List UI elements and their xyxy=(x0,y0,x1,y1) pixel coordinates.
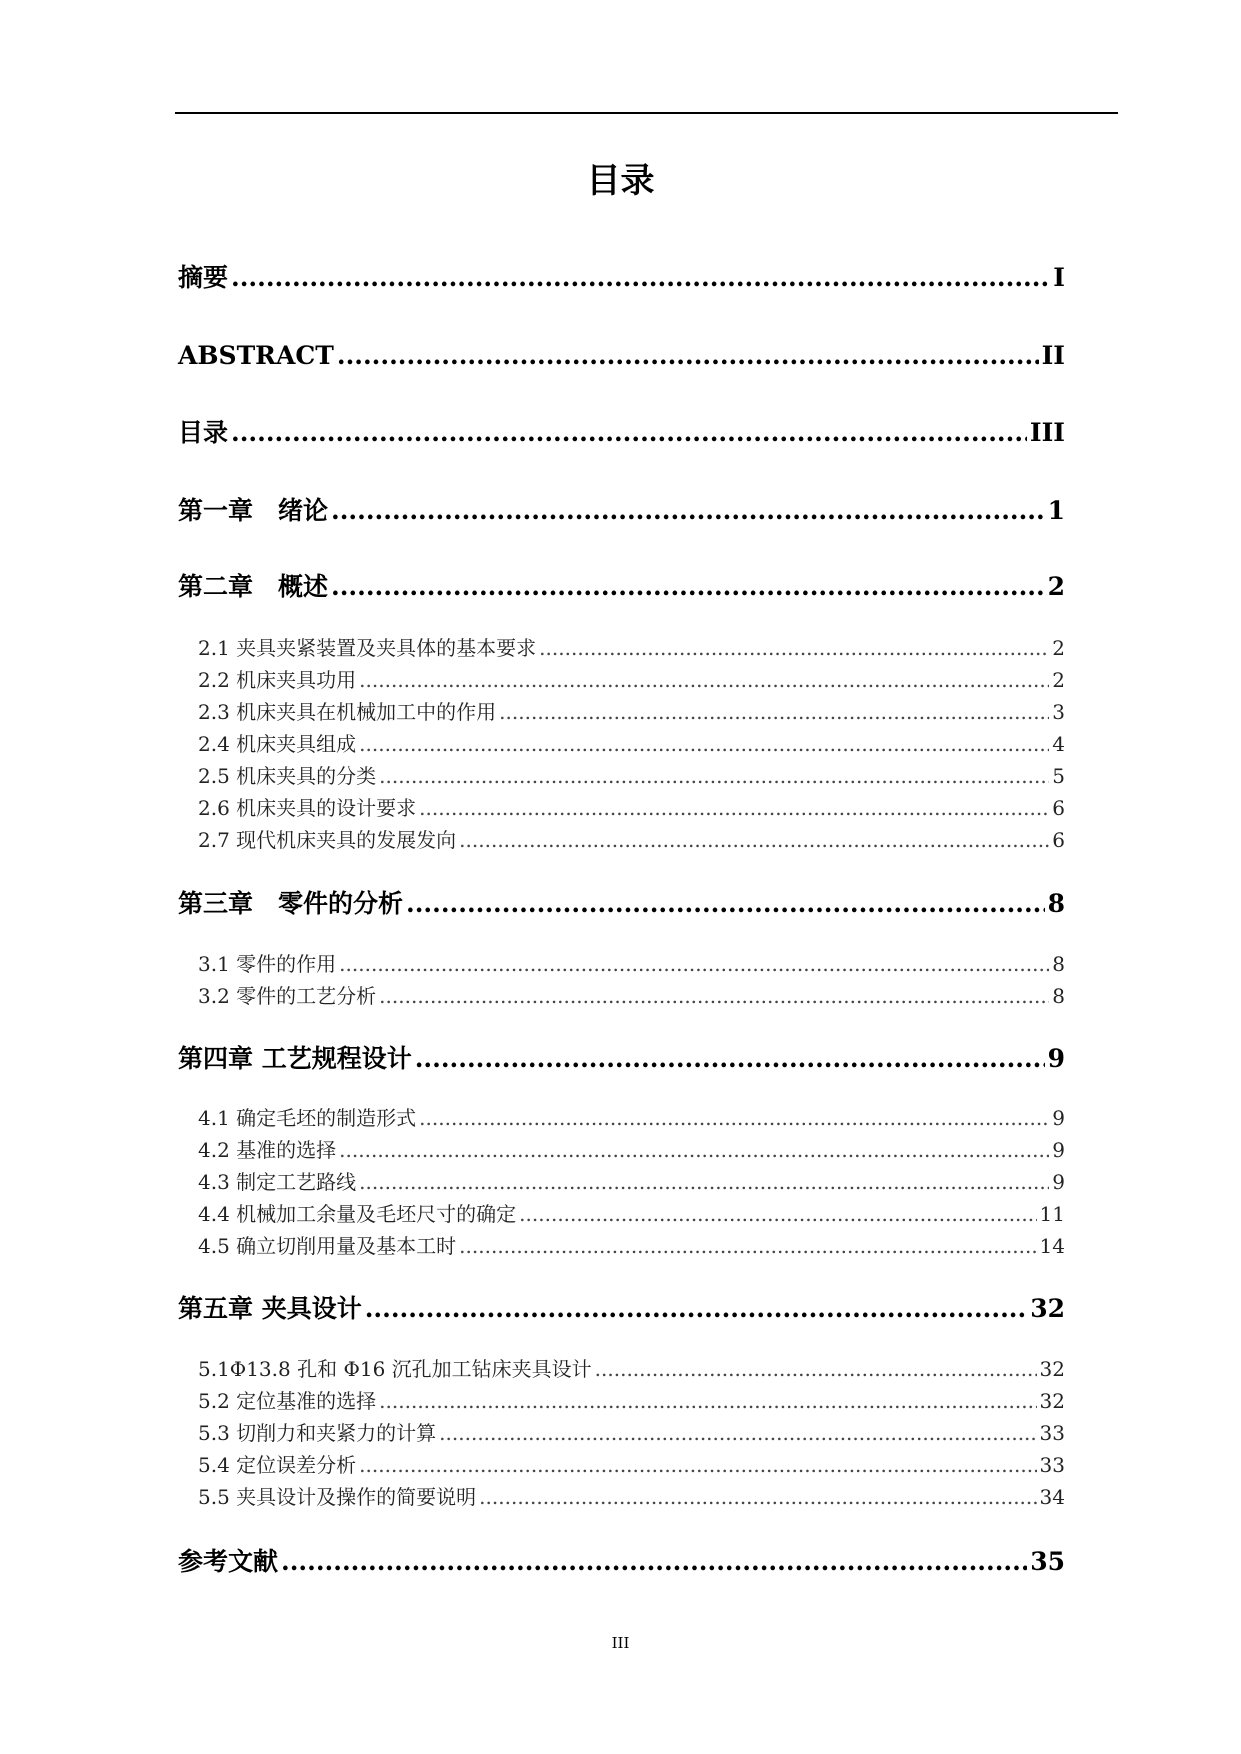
toc-entry-label: 3.2 零件的工艺分析 xyxy=(198,984,377,1008)
toc-entry-label: 摘要 xyxy=(178,263,229,292)
toc-entry-5-5[interactable] xyxy=(198,1481,1065,1513)
toc-leader-dots xyxy=(339,1134,1049,1166)
toc-leader-dots xyxy=(595,1353,1037,1385)
toc-entry-2-3[interactable] xyxy=(198,696,1065,728)
toc-entry-chapter-5[interactable] xyxy=(178,1290,1065,1328)
toc-entry-label: 5.5 夹具设计及操作的简要说明 xyxy=(198,1485,477,1509)
toc-entry-page: 2 xyxy=(1052,668,1065,692)
toc-leader-dots xyxy=(419,1102,1049,1134)
toc-entry-page: 6 xyxy=(1052,828,1065,852)
toc-entry-label: 2.4 机床夹具组成 xyxy=(198,732,357,756)
toc-leader-dots xyxy=(359,1166,1049,1198)
toc-entry-5-3[interactable] xyxy=(198,1417,1065,1449)
toc-entry-chapter-2[interactable] xyxy=(178,568,1065,606)
toc-leader-dots xyxy=(439,1417,1036,1449)
toc-entry-page: 8 xyxy=(1047,889,1065,918)
toc-leader-dots xyxy=(359,1449,1036,1481)
toc-leader-dots xyxy=(339,948,1049,980)
toc-entry-label: 第一章 绪论 xyxy=(178,496,329,525)
toc-entry-page: 34 xyxy=(1039,1485,1065,1509)
toc-entry-label: 第五章 夹具设计 xyxy=(178,1294,362,1323)
toc-entry-2-7[interactable] xyxy=(198,824,1065,856)
toc-entry-chapter-3[interactable] xyxy=(178,885,1065,923)
toc-leader-dots xyxy=(331,492,1045,530)
toc-entry-page: 3 xyxy=(1052,700,1065,724)
toc-leader-dots xyxy=(231,259,1050,297)
toc-entry-page: 1 xyxy=(1047,496,1065,525)
toc-entry-page: 9 xyxy=(1052,1138,1065,1162)
toc-entry-page: 35 xyxy=(1030,1547,1065,1576)
toc-leader-dots xyxy=(459,824,1049,856)
toc-entry-page: 9 xyxy=(1047,1044,1065,1073)
toc-entry-label: 第二章 概述 xyxy=(178,572,329,601)
toc-entry-page: 6 xyxy=(1052,796,1065,820)
toc-leader-dots xyxy=(419,792,1049,824)
toc-entry-label: 第三章 零件的分析 xyxy=(178,889,404,918)
toc-leader-dots xyxy=(499,696,1049,728)
toc-entry-abstract-cn[interactable] xyxy=(178,259,1065,297)
toc-entry-2-5[interactable] xyxy=(198,760,1065,792)
toc-leader-dots xyxy=(379,760,1049,792)
toc-entry-abstract-en[interactable] xyxy=(178,337,1065,375)
toc-leader-dots xyxy=(406,885,1045,923)
toc-entry-2-6[interactable] xyxy=(198,792,1065,824)
toc-entry-page: III xyxy=(1029,418,1065,447)
toc-entry-label: 4.1 确定毛坯的制造形式 xyxy=(198,1106,417,1130)
toc-entry-page: 5 xyxy=(1052,764,1065,788)
toc-entry-4-5[interactable] xyxy=(198,1230,1065,1262)
toc-entry-label: 2.1 夹具夹紧装置及夹具体的基本要求 xyxy=(198,636,537,660)
toc-entry-page: 32 xyxy=(1039,1389,1065,1413)
toc-entry-page: I xyxy=(1053,263,1065,292)
toc-entry-label: 参考文献 xyxy=(178,1547,279,1576)
toc-entry-chapter-1[interactable] xyxy=(178,492,1065,530)
toc-entry-page: 32 xyxy=(1039,1357,1065,1381)
toc-entry-page: 2 xyxy=(1052,636,1065,660)
toc-leader-dots xyxy=(365,1290,1027,1328)
toc-leader-dots xyxy=(281,1543,1027,1581)
toc-entry-label: 4.5 确立切削用量及基本工时 xyxy=(198,1234,457,1258)
toc-entry-page: 11 xyxy=(1039,1202,1065,1226)
toc-entry-4-2[interactable] xyxy=(198,1134,1065,1166)
toc-entry-label: 5.3 切削力和夹紧力的计算 xyxy=(198,1421,437,1445)
toc-leader-dots xyxy=(337,337,1039,375)
toc-entry-label: 5.2 定位基准的选择 xyxy=(198,1389,377,1413)
toc-leader-dots xyxy=(479,1481,1036,1513)
toc-entry-label: 4.3 制定工艺路线 xyxy=(198,1170,357,1194)
toc-entry-page: 33 xyxy=(1039,1453,1065,1477)
toc-entry-page: 2 xyxy=(1047,572,1065,601)
toc-leader-dots xyxy=(459,1230,1036,1262)
header-rule xyxy=(175,112,1118,114)
toc-entry-label: 目录 xyxy=(178,418,229,447)
toc-entry-label: 2.6 机床夹具的设计要求 xyxy=(198,796,417,820)
toc-entry-3-2[interactable] xyxy=(198,980,1065,1012)
toc-entry-page: 14 xyxy=(1039,1234,1065,1258)
toc-leader-dots xyxy=(331,568,1045,606)
toc-entry-5-2[interactable] xyxy=(198,1385,1065,1417)
toc-entry-page: 8 xyxy=(1052,952,1065,976)
toc-entry-page: 33 xyxy=(1039,1421,1065,1445)
toc-entry-2-2[interactable] xyxy=(198,664,1065,696)
toc-entry-4-3[interactable] xyxy=(198,1166,1065,1198)
toc-entry-4-1[interactable] xyxy=(198,1102,1065,1134)
toc-entry-page: 32 xyxy=(1030,1294,1065,1323)
toc-entry-label: 2.5 机床夹具的分类 xyxy=(198,764,377,788)
toc-entry-references[interactable] xyxy=(178,1543,1065,1581)
toc-entry-label: 2.2 机床夹具功用 xyxy=(198,668,357,692)
toc-entry-label: 5.4 定位误差分析 xyxy=(198,1453,357,1477)
toc-entry-label: 3.1 零件的作用 xyxy=(198,952,337,976)
toc-entry-label: 4.4 机械加工余量及毛坯尺寸的确定 xyxy=(198,1202,517,1226)
toc-entry-page: 9 xyxy=(1052,1106,1065,1130)
toc-entry-2-4[interactable] xyxy=(198,728,1065,760)
toc-entry-3-1[interactable] xyxy=(198,948,1065,980)
toc-entry-label: 第四章 工艺规程设计 xyxy=(178,1044,412,1073)
toc-entry-page: 4 xyxy=(1052,732,1065,756)
toc-leader-dots xyxy=(415,1040,1045,1078)
toc-entry-contents[interactable] xyxy=(178,414,1065,452)
toc-entry-label: 5.1Φ13.8 孔和 Φ16 沉孔加工钻床夹具设计 xyxy=(198,1357,592,1381)
toc-entry-page: II xyxy=(1041,341,1065,370)
toc-entry-5-4[interactable] xyxy=(198,1449,1065,1481)
toc-entry-label: 2.7 现代机床夹具的发展发向 xyxy=(198,828,457,852)
toc-leader-dots xyxy=(359,728,1049,760)
footer-page-number: III xyxy=(611,1634,630,1652)
page-title: 目录 xyxy=(586,161,655,201)
toc-leader-dots xyxy=(359,664,1049,696)
toc-entry-label: ABSTRACT xyxy=(178,341,334,370)
toc-entry-label: 4.2 基准的选择 xyxy=(198,1138,337,1162)
toc-entry-4-4[interactable] xyxy=(198,1198,1065,1230)
toc-entry-page: 8 xyxy=(1052,984,1065,1008)
toc-leader-dots xyxy=(231,414,1027,452)
toc-entry-label: 2.3 机床夹具在机械加工中的作用 xyxy=(198,700,497,724)
toc-entry-2-1[interactable] xyxy=(198,632,1065,664)
toc-leader-dots xyxy=(379,1385,1036,1417)
toc-entry-chapter-4[interactable] xyxy=(178,1040,1065,1078)
toc-entry-5-1[interactable] xyxy=(198,1353,1065,1385)
toc-leader-dots xyxy=(519,1198,1036,1230)
toc-leader-dots xyxy=(379,980,1049,1012)
toc-leader-dots xyxy=(539,632,1049,664)
toc-entry-page: 9 xyxy=(1052,1170,1065,1194)
